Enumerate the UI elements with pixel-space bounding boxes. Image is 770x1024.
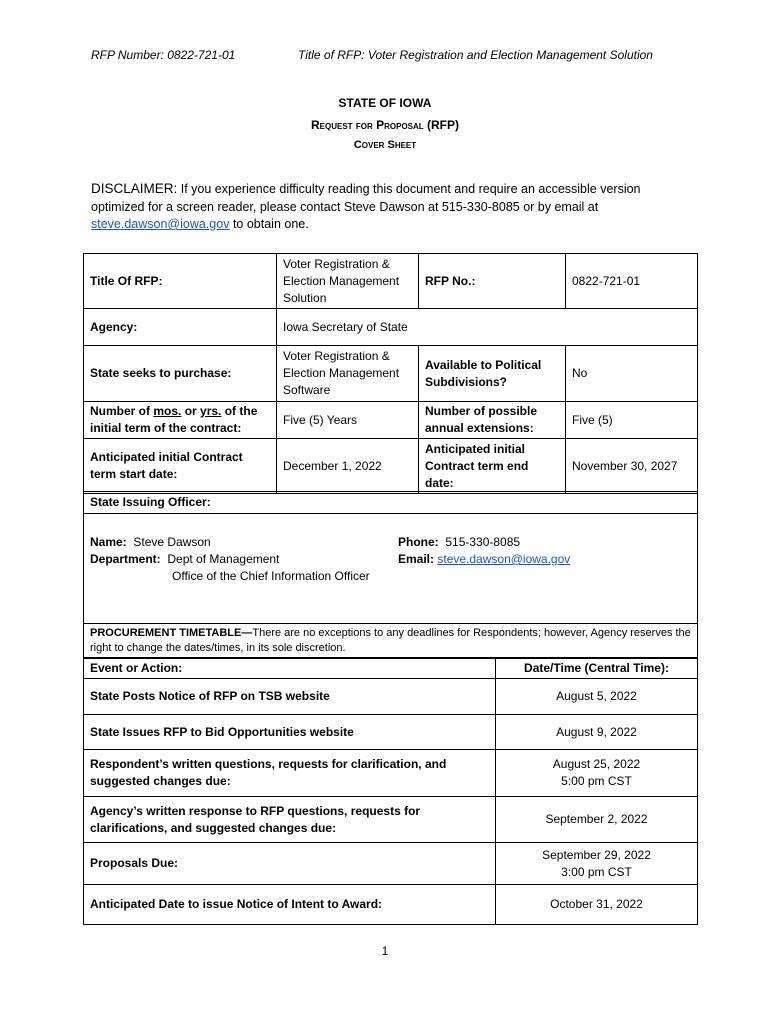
issuing-officer-table [83,491,698,659]
disclaimer-email-link[interactable]: steve.dawson@iowa.gov [91,217,230,231]
officer-email-label: Email: [398,552,435,566]
purchase-value: Voter Registration & Election Management Software [277,346,419,402]
issuing-officer-heading: State Issuing Officer: [84,492,698,514]
timetable-note-label: PROCUREMENT TIMETABLE— [90,627,253,639]
page-cover-sheet-label: Cover Sheet [353,139,417,151]
rfp-no-value: 0822-721-01 [566,254,698,309]
initial-term-label [84,402,277,439]
disclaimer-text: If you experience difficulty reading this document and require an accessible version optimized for a screen reader, please contact Steve Dawson at 515-330-8085 or by email at [91,182,641,214]
time-value: 5:00 pm CST [561,774,632,788]
event-cell: Proposals Due: [84,843,496,885]
end-date-value: November 30, 2027 [566,439,698,494]
officer-name-value: Steve Dawson [133,535,211,549]
date-cell [496,843,698,885]
extensions-value: Five (5) [566,402,698,439]
table-row [84,679,698,715]
time-value: 3:00 pm CST [561,864,632,879]
rfp-no-label: RFP No.: [419,254,566,309]
date-value: August 25, 2022 [552,757,641,771]
agency-value: Iowa Secretary of State [277,309,698,346]
officer-phone-line [398,534,570,551]
header-rfp-title: Title of RFP: Voter Registration and Election Management Solution [298,48,653,62]
disclaimer-tail: to obtain one. [229,217,309,231]
initial-term-label-yrs: yrs. [200,404,222,418]
date-cell [496,750,698,797]
title-of-rfp-value: Voter Registration & Election Management Solution [277,254,419,309]
event-cell: Respondent’s written questions, requests for clarification, and suggested changes due: [84,750,496,797]
procurement-timetable-note [84,624,698,659]
agency-label: Agency: [84,309,277,346]
page-subtitle: Request for Proposal (RFP) [310,118,459,132]
issuing-officer-details [84,514,698,624]
table-row [84,750,698,797]
timetable-note-text: There are no exceptions to any deadlines for Respondents; however, Agency reserves the right to change the dates/times, in its sole discretion. [90,627,691,654]
political-subdivisions-value: No [566,346,698,402]
title-of-rfp-label: Title Of RFP: [84,254,277,309]
officer-dept-value2: Office of the Chief Information Officer [172,569,370,583]
officer-name-label: Name: [90,535,127,549]
header-rfp-number: RFP Number: 0822-721-01 [91,48,236,62]
officer-email-line [398,551,570,568]
end-date-label: Anticipated initial Contract term end date: [419,439,566,494]
event-cell: Anticipated Date to issue Notice of Intent to Award: [84,885,496,925]
initial-term-value: Five (5) Years [277,402,419,439]
officer-dept-value: Dept of Management [167,552,280,566]
timetable-col-event: Event or Action: [84,658,496,679]
disclaimer-label: DISCLAIMER: [91,181,178,196]
page-number: 1 [381,944,389,958]
event-cell: State Posts Notice of RFP on TSB website [84,679,496,715]
disclaimer [91,180,651,234]
date-value: August 9, 2022 [556,724,637,739]
table-row [84,797,698,843]
event-cell: State Issues RFP to Bid Opportunities website [84,715,496,750]
date-cell [496,679,698,715]
political-subdivisions-label: Available to Political Subdivisions? [419,346,566,402]
officer-contact [398,534,570,568]
initial-term-label-b: or [181,404,201,418]
officer-dept-line [90,551,691,568]
date-value: August 5, 2022 [556,689,637,703]
purchase-label: State seeks to purchase: [84,346,277,402]
event-cell: Agency’s written response to RFP questions, requests for clarifications, and suggested changes due: [84,797,496,843]
table-row [84,843,698,885]
initial-term-label-mos: mos. [153,404,182,418]
date-value: September 29, 2022 [542,847,651,862]
start-date-label: Anticipated initial Contract term start date: [84,439,277,494]
date-cell [496,715,698,750]
date-value: September 2, 2022 [545,812,648,826]
timetable-col-date: Date/Time (Central Time): [496,658,698,679]
date-value: October 31, 2022 [550,897,643,911]
officer-dept-label: Department: [90,552,161,566]
officer-phone-label: Phone: [398,535,439,549]
table-row [84,715,698,750]
officer-name-line [90,534,691,551]
cover-info-table [83,253,698,494]
start-date-value: December 1, 2022 [277,439,419,494]
initial-term-label-c: of the initial term of the contract: [90,404,258,435]
officer-phone-value: 515-330-8085 [445,535,521,549]
page-title: STATE OF IOWA [338,96,432,110]
officer-email-link[interactable]: steve.dawson@iowa.gov [437,552,571,566]
date-cell [496,885,698,925]
table-row [84,885,698,925]
extensions-label: Number of possible annual extensions: [419,402,566,439]
initial-term-label-a: Number of [90,404,154,418]
timetable [83,657,698,925]
date-cell [496,797,698,843]
